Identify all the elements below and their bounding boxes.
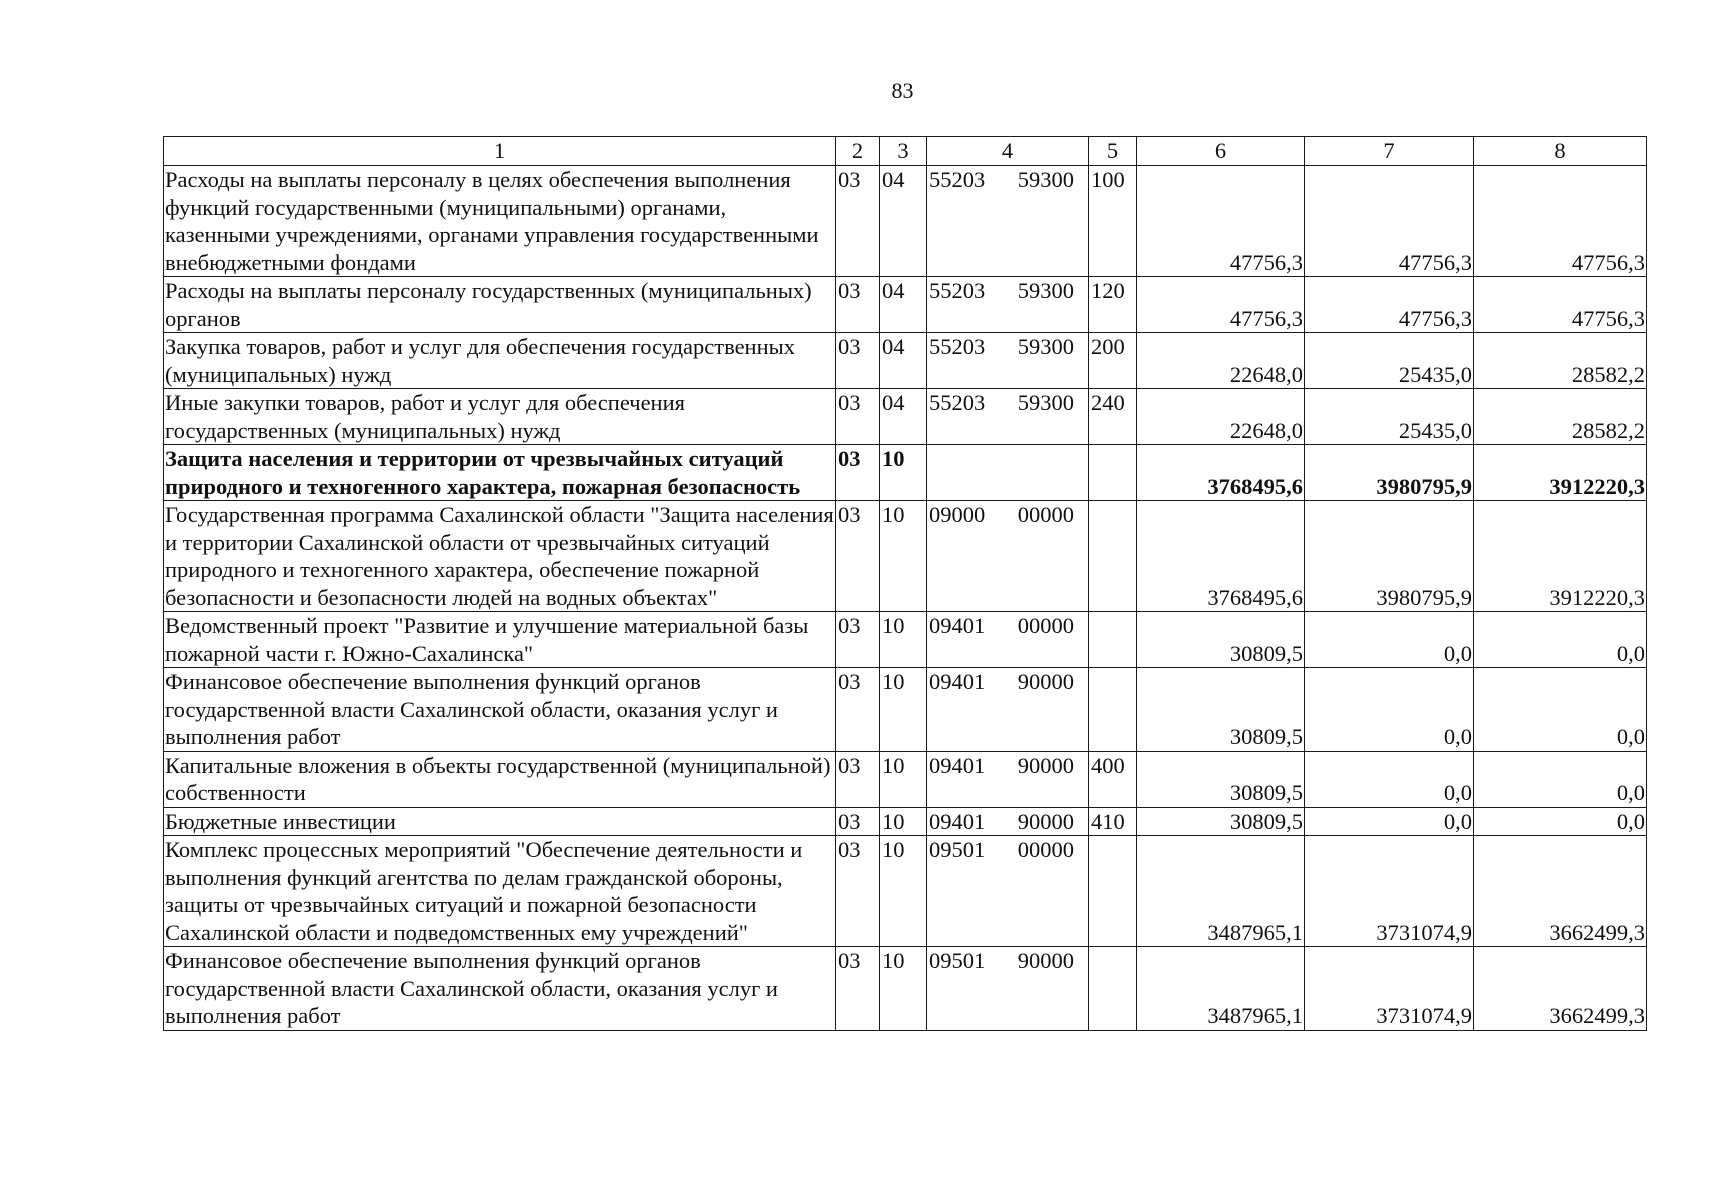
section-code-cell: 03 [836,836,880,947]
subsection-code-cell: 04 [880,333,927,389]
row-name-cell: Расходы на выплаты персоналу в целях обеспечения выполнения функций государственными (муниципальными) органами, казенными учреждениями, органами управления государственными внебюджетными фондами [164,166,836,277]
amount-col-6-cell: 30809,5 [1137,668,1305,752]
target-article-cell [927,389,1089,445]
expense-type-cell [1089,501,1137,612]
budget-table [163,136,1647,1031]
row-name-cell: Комплекс процессных мероприятий "Обеспечение деятельности и выполнения функций агентства по делам гражданской обороны, защиты от чрезвычайных ситуаций и пожарной безопасности Сахалинской области и подведомственных ему учреждений" [164,836,836,947]
amount-col-7-cell: 25435,0 [1305,333,1474,389]
amount-col-7-cell: 47756,3 [1305,277,1474,333]
amount-col-6-cell: 22648,0 [1137,389,1305,445]
amount-col-8-cell: 3912220,3 [1474,445,1647,501]
amount-col-6-cell: 22648,0 [1137,333,1305,389]
header-cell-5: 5 [1089,137,1137,166]
expense-type-cell [1089,836,1137,947]
program-code: 09401 [929,613,986,638]
header-row [164,137,1647,166]
amount-col-8-cell: 0,0 [1474,807,1647,836]
program-code: 55203 [929,167,986,192]
target-article-cell [927,277,1089,333]
amount-col-6-cell: 3487965,1 [1137,947,1305,1031]
amount-col-7-cell: 0,0 [1305,807,1474,836]
table-row [164,333,1647,389]
direction-code: 90000 [1017,948,1074,973]
target-article-cell [927,612,1089,668]
program-code: 09501 [929,948,986,973]
header-cell-3: 3 [880,137,927,166]
section-code-cell: 03 [836,807,880,836]
subsection-code-cell: 10 [880,501,927,612]
amount-col-8-cell: 0,0 [1474,612,1647,668]
row-name-cell: Финансовое обеспечение выполнения функций органов государственной власти Сахалинской области, оказания услуг и выполнения работ [164,668,836,752]
amount-col-6-cell: 3487965,1 [1137,836,1305,947]
amount-col-8-cell: 47756,3 [1474,277,1647,333]
target-article-cell [927,501,1089,612]
subsection-code-cell: 10 [880,836,927,947]
direction-code: 90000 [1017,752,1074,778]
amount-col-8-cell: 28582,2 [1474,333,1647,389]
header-cell-8: 8 [1474,137,1647,166]
expense-type-cell: 200 [1089,333,1137,389]
amount-col-7-cell: 47756,3 [1305,166,1474,277]
amount-col-6-cell: 30809,5 [1137,751,1305,807]
row-name-cell: Расходы на выплаты персоналу государственных (муниципальных) органов [164,277,836,333]
table-row [164,445,1647,501]
target-article-cell [927,807,1089,836]
header-cell-6: 6 [1137,137,1305,166]
target-article-cell [927,445,1089,501]
section-code-cell: 03 [836,668,880,752]
target-article-cell [927,668,1089,752]
table-row [164,836,1647,947]
amount-col-6-cell: 47756,3 [1137,277,1305,333]
direction-code: 00000 [1017,502,1074,527]
program-code: 09501 [929,837,986,862]
target-article-cell [927,166,1089,277]
section-code-cell: 03 [836,389,880,445]
direction-code: 59300 [1017,278,1074,303]
row-name-cell: Бюджетные инвестиции [164,807,836,836]
amount-col-8-cell: 3912220,3 [1474,501,1647,612]
row-name-cell: Закупка товаров, работ и услуг для обеспечения государственных (муниципальных) нужд [164,333,836,389]
amount-col-7-cell: 25435,0 [1305,389,1474,445]
amount-col-8-cell: 3662499,3 [1474,947,1647,1031]
row-name-cell: Капитальные вложения в объекты государственной (муниципальной) собственности [164,751,836,807]
target-article-cell [927,751,1089,807]
direction-code: 90000 [1017,669,1074,694]
target-article-cell [927,333,1089,389]
section-code-cell: 03 [836,166,880,277]
subsection-code-cell: 10 [880,947,927,1031]
section-code-cell: 03 [836,277,880,333]
amount-col-7-cell: 3731074,9 [1305,947,1474,1031]
amount-col-7-cell: 0,0 [1305,612,1474,668]
program-code: 55203 [929,390,986,415]
subsection-code-cell: 10 [880,807,927,836]
header-cell-4: 4 [927,137,1089,166]
amount-col-7-cell: 0,0 [1305,668,1474,752]
direction-code: 59300 [1017,390,1074,415]
subsection-code-cell: 10 [880,612,927,668]
expense-type-cell: 120 [1089,277,1137,333]
amount-col-6-cell: 30809,5 [1137,612,1305,668]
amount-col-7-cell: 3731074,9 [1305,836,1474,947]
amount-col-8-cell: 47756,3 [1474,166,1647,277]
header-cell-2: 2 [836,137,880,166]
subsection-code-cell: 10 [880,445,927,501]
amount-col-8-cell: 3662499,3 [1474,836,1647,947]
table-row [164,751,1647,807]
subsection-code-cell: 04 [880,277,927,333]
row-name-cell: Ведомственный проект "Развитие и улучшение материальной базы пожарной части г. Южно-Сахалинска" [164,612,836,668]
subsection-code-cell: 04 [880,166,927,277]
expense-type-cell: 240 [1089,389,1137,445]
amount-col-8-cell: 0,0 [1474,668,1647,752]
amount-col-6-cell: 3768495,6 [1137,501,1305,612]
amount-col-6-cell: 3768495,6 [1137,445,1305,501]
amount-col-6-cell: 30809,5 [1137,807,1305,836]
expense-type-cell [1089,612,1137,668]
row-name-cell: Государственная программа Сахалинской области "Защита населения и территории Сахалинской области от чрезвычайных ситуаций природного и техногенного характера, обеспечение пожарной безопасности и безопасности людей на водных объектах" [165,502,834,610]
target-article-cell [927,836,1089,947]
table-row [164,277,1647,333]
program-code: 09000 [929,502,986,527]
section-code-cell: 03 [836,751,880,807]
table-row [164,807,1647,836]
section-code-cell: 03 [836,445,880,501]
direction-code: 59300 [1017,334,1074,359]
direction-code: 59300 [1017,167,1074,192]
subsection-code-cell: 04 [880,389,927,445]
table-row [164,612,1647,668]
amount-col-7-cell: 3980795,9 [1305,501,1474,612]
amount-col-7-cell: 3980795,9 [1305,445,1474,501]
amount-col-6-cell: 47756,3 [1137,166,1305,277]
amount-col-7-cell: 0,0 [1305,751,1474,807]
table-row [164,501,1647,612]
program-code: 09401 [929,808,986,834]
section-code-cell: 03 [836,947,880,1031]
row-name-cell: Защита населения и территории от чрезвычайных ситуаций природного и техногенного характера, пожарная безопасность [164,445,836,501]
target-article-cell [927,947,1089,1031]
expense-type-cell: 410 [1089,807,1137,836]
row-name-cell: Иные закупки товаров, работ и услуг для обеспечения государственных (муниципальных) нужд [164,389,836,445]
expense-type-cell: 100 [1089,166,1137,277]
amount-col-8-cell: 28582,2 [1474,389,1647,445]
table-body [164,137,1647,1031]
subsection-code-cell: 10 [880,751,927,807]
direction-code: 90000 [1017,808,1074,834]
amount-col-8-cell: 0,0 [1474,751,1647,807]
section-code-cell: 03 [836,333,880,389]
program-code: 09401 [929,669,986,694]
header-cell-7: 7 [1305,137,1474,166]
section-code-cell: 03 [836,612,880,668]
direction-code: 00000 [1017,837,1074,862]
subsection-code-cell: 10 [880,668,927,752]
table-row [164,166,1647,277]
program-code: 55203 [929,278,986,303]
expense-type-cell [1089,947,1137,1031]
table-row [164,668,1647,752]
header-cell-1: 1 [164,137,836,166]
program-code: 55203 [929,334,986,359]
page-number: 83 [891,78,914,103]
section-code-cell: 03 [836,501,880,612]
program-code: 09401 [929,752,986,778]
expense-type-cell [1089,445,1137,501]
row-name-cell: Финансовое обеспечение выполнения функций органов государственной власти Сахалинской области, оказания услуг и выполнения работ [164,947,836,1031]
expense-type-cell [1089,668,1137,752]
table-row [164,947,1647,1031]
expense-type-cell: 400 [1089,751,1137,807]
direction-code: 00000 [1017,613,1074,638]
table-row [164,389,1647,445]
